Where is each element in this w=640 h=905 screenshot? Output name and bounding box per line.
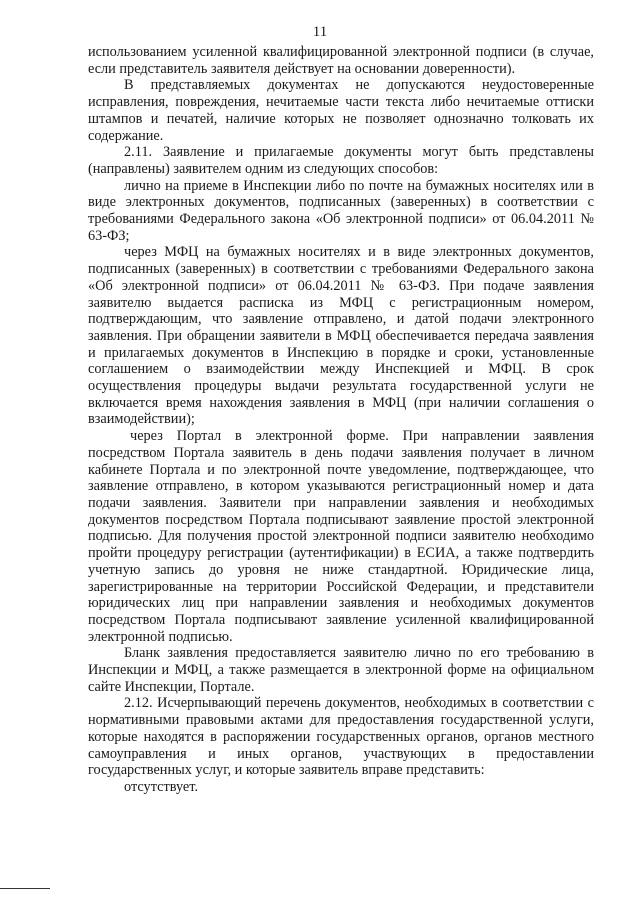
page-number: 11 [312, 24, 328, 40]
footnote-divider [0, 888, 50, 889]
paragraph-application-form: Бланк заявления предоставляется заявителю лично по его требованию в Инспекции и МФЦ, а также размещается в электронной форме на официальном сайте Инспекции, Портале. [88, 645, 594, 695]
paragraph-signature-continuation: использованием усиленной квалифицированной электронной подписи (в случае, если представитель заявителя действует на основании доверенности). [88, 44, 594, 77]
paragraph-via-mfc: через МФЦ на бумажных носителях и в виде электронных документов, подписанных (заверенных) в соответствии с требованиями Федерального закона «Об электронной подписи» от 06.04.2011 № 63-ФЗ. При подаче заявления заявителю выдается расписка из МФЦ с регистрационным номером, подтверждающим, что заявление отправлено, и датой подачи электронного заявления. При обращении заявители в МФЦ обеспечивается передача заявления и прилагаемых документов в Инспекцию в порядке и сроки, установленные соглашением о взаимодействии между Инспекцией и МФЦ. В срок осуществления процедуры выдачи результата государственной услуги не включается время нахождения заявления в МФЦ (при наличии соглашения о взаимодействии); [88, 244, 594, 428]
document-body [88, 44, 594, 796]
paragraph-2-12-document-list: 2.12. Исчерпывающий перечень документов, необходимых в соответствии с нормативными правовыми актами для предоставления государственной услуги, которые находятся в распоряжении государственных органов, органов местного самоуправления и иных органов, участвующих в предоставлении государственных услуг, и которые заявитель вправе представить: [88, 695, 594, 779]
paragraph-document-defects: В представляемых документах не допускаются неудостоверенные исправления, повреждения, нечитаемые части текста либо нечитаемые оттиски штампов и печатей, наличие которых не позволяет однозначно толковать их содержание. [88, 77, 594, 144]
paragraph-via-portal: через Портал в электронной форме. При направлении заявления посредством Портала заявитель в день подачи заявления получает в личном кабинете Портала и по электронной почте уведомление, подтверждающее, что заявление отправлено, в котором указываются регистрационный номер и дата подачи заявления. Заявители при направлении заявления и необходимых документов посредством Портала подписывают заявление простой электронной подписью. Для получения простой электронной подписи заявителю необходимо пройти процедуру регистрации (аутентификации) в ЕСИА, а также подтвердить учетную запись до уровня не ниже стандартной. Юридические лица, зарегистрированные на территории Российской Федерации, и представители юридических лиц при направлении заявления и необходимых документов посредством Портала подписывают заявление усиленной квалифицированной электронной подписью. [88, 428, 594, 645]
paragraph-absent: отсутствует. [124, 778, 199, 795]
paragraph-in-person: лично на приеме в Инспекции либо по почте на бумажных носителях или в виде электронных документов, подписанных (заверенных) в соответствии с требованиями Федерального закона «Об электронной подписи» от 06.04.2011 № 63-ФЗ; [88, 177, 594, 244]
paragraph-2-11-submission-methods: 2.11. Заявление и прилагаемые документы могут быть представлены (направлены) заявителем одним из следующих способов: [88, 144, 594, 177]
